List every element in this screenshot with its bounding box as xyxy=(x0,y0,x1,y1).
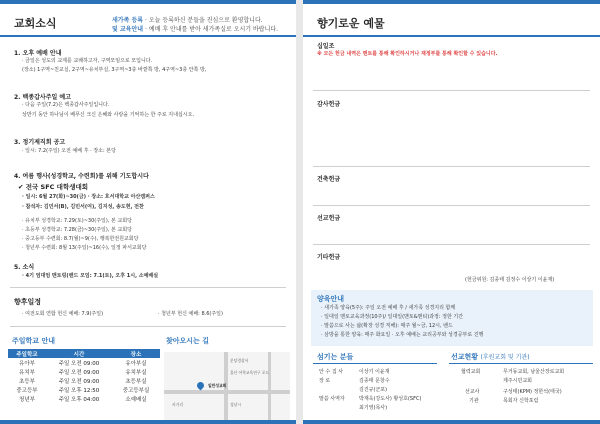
col-header-school: 주일학교 xyxy=(8,349,46,358)
mission-category: 기관 xyxy=(469,398,479,404)
table-cell: 주일 오전 09:00 xyxy=(58,360,100,367)
nurture-line-4: · 삼방을 통한 양육: 매주 화요일 · 오후 예배는 교리공부와 성경공부로 진행 xyxy=(321,332,484,338)
section-1-line-1: · 금일은 성도의 교제를 교례하고자, 구역모임으로 모입니다. xyxy=(22,58,153,64)
mission-title-sub: (후원교회 및 기관) xyxy=(480,354,530,361)
divider xyxy=(10,287,286,288)
table-cell: 유치부 xyxy=(19,369,35,376)
bottom-accent-bar xyxy=(0,420,296,424)
table-cell: 소예배실 xyxy=(125,396,147,403)
section-4-line-4: · 초등부 성경학교: 7.28(금)~30(주일), 본 교회당 xyxy=(22,227,132,233)
duty-line-1: · 여전도회 연합 헌신 예배: 7.9(주일) xyxy=(22,311,104,317)
section-1-title: 1. 오후 예배 안내 xyxy=(14,50,62,57)
table-row xyxy=(8,376,160,385)
section-4-line-5: · 중고등부 수련회: 8.7(월)~9(수), 행복한전원교회당 xyxy=(22,236,139,242)
mission-category: 선교사 xyxy=(465,389,480,395)
servers-role: 장 로 xyxy=(319,378,331,384)
servers-names: 김진규(군포) xyxy=(359,387,388,393)
map-label: 울산 어학교육연구 포드 xyxy=(230,370,270,375)
divider xyxy=(313,166,590,167)
right-header xyxy=(303,5,600,37)
welcome-text-1: · 오늘 등록하신 분들을 진심으로 환영합니다. xyxy=(145,17,263,24)
section-5-line-1: · 4기 엄대엄 맨토링(밴드 모임: 7.1(토), 오후 1시, 소예배실 xyxy=(22,273,159,279)
section-4-title: 4. 여름 행사(성경학교, 수련회)를 위해 기도합시다 xyxy=(14,173,149,180)
divider xyxy=(313,363,437,364)
section-3-line-1: · 일시: 7.2(주일) 오전 예배 후 · 장소: 본당 xyxy=(22,148,116,154)
offering-counters: (헌금위원: 김종태 김정수 이상기 이윤재) xyxy=(465,277,555,283)
mission-names: 목회자 신학포럼 xyxy=(503,398,539,404)
map-label: 사거리 xyxy=(172,402,184,407)
nurture-line-3: · 말씀으로 사는 삶(확장 성경 직해): 매주 월~금, 12시, 밴드 xyxy=(321,323,453,329)
mission-category: 협력교회 xyxy=(461,369,481,375)
mission-names: 무거동교회, 남울산장로교회 xyxy=(503,369,565,375)
table-cell: 주일 오후 04:00 xyxy=(58,396,100,403)
servers-role: 말씀 사역자 xyxy=(319,396,345,402)
servers-names: 최기영(목사) xyxy=(359,405,388,411)
col-header-place: 장소 xyxy=(112,349,160,358)
location-map[interactable] xyxy=(164,352,290,420)
mission-names: 구성태(KPM) 정한석(태국) xyxy=(503,389,562,395)
top-accent-bar xyxy=(303,0,600,4)
nurture-line-2: · 일대일 맨토교육과정(10주)/ 일대일(맨토&맨티)과정: 정한 기간 xyxy=(321,314,464,320)
table-cell: 중고등부실 xyxy=(122,387,150,394)
welcome-label: 새가족 등록 xyxy=(112,17,144,24)
offering-tithe-title: 십일조 xyxy=(317,43,335,50)
section-4-line-1: · 일시: 6월 27(화)~30(금) · 장소: 호서대학교 아산캠퍼스 xyxy=(22,194,155,200)
map-label: 분당경찰서 xyxy=(230,358,249,363)
schedule-title: 주일학교 안내 xyxy=(12,337,56,345)
welcome-label-2: 및 교육안내 xyxy=(112,26,144,33)
servers-title: 섬기는 분들 xyxy=(317,353,354,361)
page-title: 교회소식 xyxy=(14,17,57,30)
bottom-accent-bar xyxy=(303,420,600,424)
page-title: 향기로운 예물 xyxy=(317,17,385,30)
offering-mission-title: 선교헌금 xyxy=(317,215,341,222)
map-title: 찾아오시는 길 xyxy=(166,337,210,345)
offering-note: ※ 모든 헌금 내역은 맨토를 통해 확인하시거나 재정부를 통해 확인할 수 있습니다. xyxy=(317,51,498,57)
col-header-time: 시간 xyxy=(46,349,112,358)
section-4-line-2: · 참석자: 김민서(B), 김민서(여), 김지성, 송도현, 전찬 xyxy=(22,204,144,210)
left-header xyxy=(0,5,296,37)
table-cell: 유아부 xyxy=(19,360,35,367)
table-cell: 중고등부 xyxy=(16,387,38,394)
section-4-subtitle: ✔ 전국 SFC 대학생대회 xyxy=(18,183,89,191)
servers-names: 이상기 이윤재 xyxy=(359,369,390,375)
servers-names: 김종태 문창수 xyxy=(359,378,390,384)
table-row xyxy=(8,367,160,376)
map-label: 성남시 xyxy=(230,402,242,407)
table-cell: 초등부 xyxy=(19,378,35,385)
section-2-line-1: · 다음 주일(7.2)은 백종갑사주일입니다. xyxy=(22,102,110,108)
divider xyxy=(10,326,286,327)
page-gutter xyxy=(296,0,303,424)
left-page xyxy=(0,0,296,424)
table-cell: 주일 오전 09:00 xyxy=(58,378,100,385)
servers-role: 안 수 집 사 xyxy=(319,369,344,375)
welcome-text-2: · 예배 후 안내를 받아 새가족실로 오시기 바랍니다. xyxy=(145,26,279,33)
nurture-title: 양육안내 xyxy=(317,295,345,303)
duty-line-2: · 청년부 헌신 예배: 8.6(주일) xyxy=(158,311,223,317)
table-cell: 주일 오전 09:00 xyxy=(58,369,100,376)
servers-names: 박재욱(강도사) 황성호(SFC) xyxy=(359,396,422,402)
table-cell: 유아부실 xyxy=(125,360,147,367)
divider xyxy=(313,244,590,245)
table-row xyxy=(8,394,160,403)
top-accent-bar xyxy=(0,0,296,4)
map-church-label: 일만성교회 xyxy=(208,383,227,388)
section-2-line-2: 상반기 동안 하나님이 베푸신 크신 은혜와 사랑을 기억하는 한 주로 지내십시오. xyxy=(22,112,195,118)
section-5-title: 5. 소식 xyxy=(14,264,35,271)
table-row xyxy=(8,385,160,394)
offering-other-title: 기타헌금 xyxy=(317,254,341,261)
divider xyxy=(313,205,590,206)
table-cell: 초등부실 xyxy=(125,378,147,385)
welcome-notice xyxy=(112,16,278,34)
section-4-line-3: · 유치부 성경학교: 7.29(토)~30(주일), 본 교회당 xyxy=(22,218,132,224)
map-road xyxy=(268,352,271,420)
section-3-title: 3. 정기제직회 공고 xyxy=(14,139,66,146)
duty-title: 향후일정 xyxy=(14,298,42,306)
mission-title xyxy=(451,352,530,362)
table-cell: 주일 오후 12:50 xyxy=(58,387,100,394)
nurture-line-1: · 새가족 양육(5주): 주일 오전 예배 후 / 새가족 성경지리 함께 xyxy=(321,305,456,311)
mission-title-main: 선교현황 xyxy=(451,353,479,361)
section-2-title: 2. 백종갑사주일 예고 xyxy=(14,94,72,101)
divider xyxy=(449,363,593,364)
offering-building-title: 건축헌금 xyxy=(317,176,341,183)
table-row xyxy=(8,358,160,367)
right-page xyxy=(303,0,600,424)
mission-names: 제주시민교회 xyxy=(503,378,532,384)
section-1-line-2: (장소) 1구역~친교실, 2구역~유치부실, 3구역~3층 바깥쪽 방, 4구역~3층 안쪽 방, xyxy=(22,67,207,73)
offering-thanks-title: 감사헌금 xyxy=(317,101,341,108)
divider xyxy=(313,90,590,91)
sunday-school-table xyxy=(8,349,160,403)
section-4-line-6: · 청년부 수련회: 8월 13(주일)~16(수), 일정 파서교회당 xyxy=(22,245,147,251)
table-cell: 청년부 xyxy=(19,396,35,403)
table-cell: 유치부실 xyxy=(125,369,147,376)
map-pin-icon xyxy=(196,381,206,391)
